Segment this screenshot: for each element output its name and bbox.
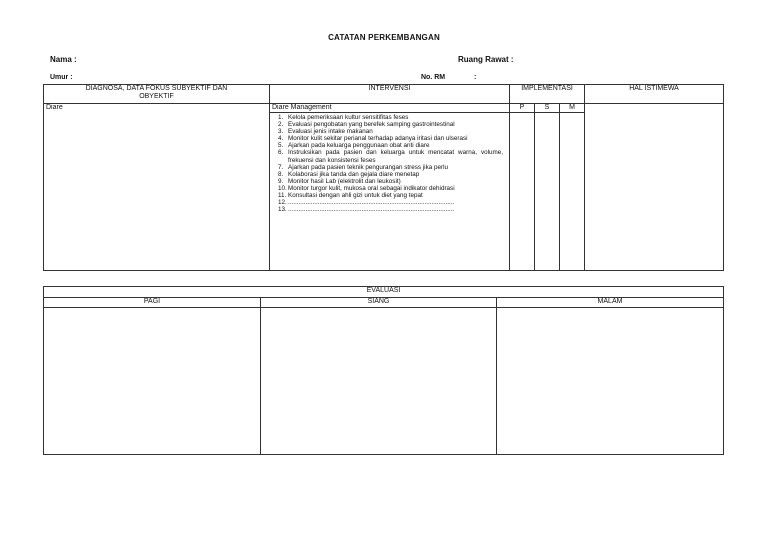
hal-istimewa-cell [585, 104, 724, 271]
implementasi-header: IMPLEMENTASI [510, 85, 585, 104]
list-item: 12. ............................................................................................... [278, 199, 455, 207]
list-item: 6. Instruksikan pada pasien dan keluarga untuk mencatat warna, volume, frekuensi dan konsistensi feses [278, 149, 503, 164]
list-item: 11. Konsultasi dengan ahli gizi untuk diet yang tepat [278, 192, 423, 200]
list-item: 7. Ajarkan pada pasien teknik pengurangan stress jika perlu [278, 163, 448, 171]
no-rm-colon: : [474, 74, 477, 81]
implementasi-m-cell [560, 113, 585, 271]
no-rm-label: No. RM [421, 74, 446, 81]
diagnosa-header: DIAGNOSA, DATA FOKUS SUBYEKTIF DAN OBYEKTIF [44, 85, 270, 104]
siang-header: SIANG [261, 298, 497, 308]
intervensi-cell [270, 113, 510, 271]
implementasi-m-header: M [560, 104, 585, 113]
implementasi-p-cell [510, 113, 535, 271]
list-item: 8. Kolaborasi jika tanda dan gejala diare menetap [278, 170, 420, 178]
intervensi-title: Diare Management [270, 104, 510, 113]
list-item: 1. Kelola pemeriksaan kultur sensitifitas feses [278, 114, 409, 121]
list-item: 4. Monitor kulit sekitar perianal terhadap adanya iritasi dan ulserasi [278, 135, 468, 143]
ruang-rawat-label: Ruang Rawat : [458, 55, 514, 64]
diagnosa-text: Diare [46, 104, 63, 111]
hal-istimewa-header: HAL ISTIMEWA [585, 85, 724, 104]
list-item: 3. Evaluasi jenis intake makanan [278, 128, 373, 136]
implementasi-p-header: P [510, 104, 535, 113]
list-item: 10. Monitor turgor kulit, mukosa oral sebagai indikator dehidrasi [278, 184, 455, 192]
intervensi-header: INTERVENSI [270, 85, 510, 104]
nama-label: Nama : [50, 55, 77, 64]
page-title: CATATAN PERKEMBANGAN [328, 33, 440, 42]
evaluasi-table [43, 286, 724, 455]
pagi-cell [44, 308, 261, 455]
malam-cell [497, 308, 724, 455]
siang-cell [261, 308, 497, 455]
evaluasi-title: EVALUASI [44, 287, 724, 298]
malam-header: MALAM [497, 298, 724, 308]
implementasi-s-cell [535, 113, 560, 271]
list-item: 2. Evaluasi pengobatan yang berefek samping gastrointestinal [278, 121, 455, 129]
implementasi-s-header: S [535, 104, 560, 113]
diagnosa-cell [44, 104, 270, 271]
list-item: 13. ............................................................................................... [278, 206, 455, 214]
catatan-table [43, 84, 724, 271]
list-item: 5. Ajarkan pada keluarga penggunaan obat anti diare [278, 142, 430, 150]
pagi-header: PAGI [44, 298, 261, 308]
intervensi-list [274, 114, 503, 213]
umur-label: Umur : [50, 74, 73, 81]
list-item: 9. Monitor hasil Lab (elektrolit dan leukosit) [278, 177, 401, 185]
